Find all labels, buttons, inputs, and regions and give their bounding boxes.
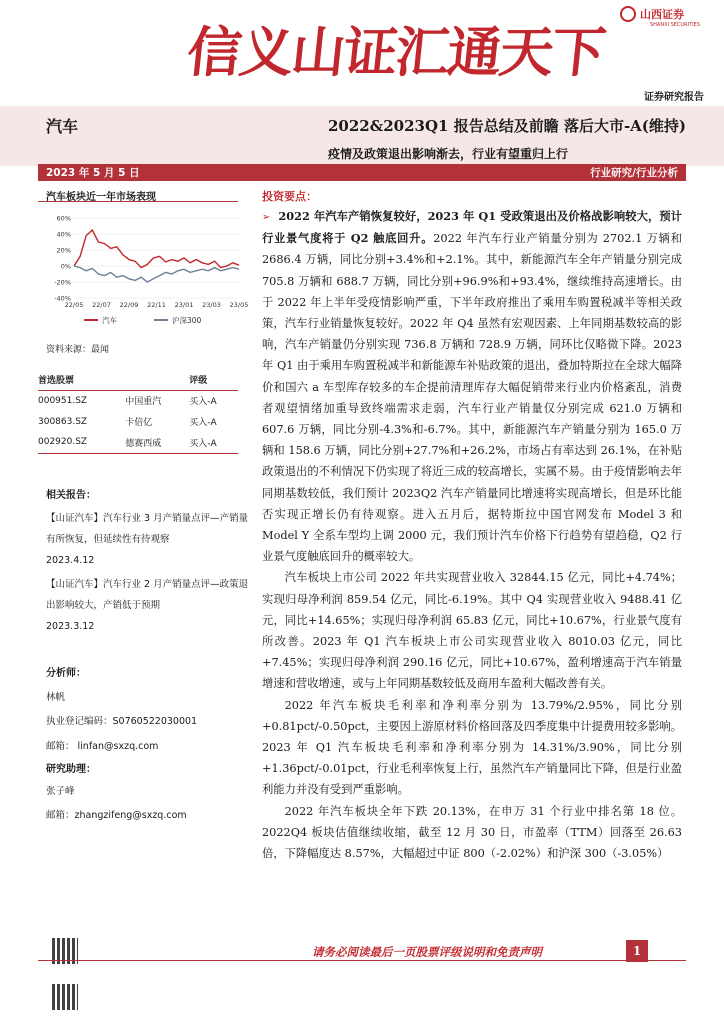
- legend-label: 汽车: [102, 316, 117, 325]
- series-line: [74, 266, 239, 282]
- disclaimer-notice: 请务必阅读最后一页股票评级说明和免责声明: [312, 945, 542, 959]
- x-tick-label: 22/05: [64, 301, 84, 309]
- related-report-1[interactable]: [46, 508, 256, 571]
- stock-name: 德赛西威: [125, 432, 189, 453]
- stock-code: 000951.SZ: [38, 395, 88, 406]
- legend-label: 沪深300: [172, 316, 202, 325]
- paragraph: 2022 年汽车板块全年下跌 20.13%，在申万 31 个行业中排名第 18 位。2022Q4 板块估值继续收缩，截至 12 月 30 日，市盈率（TTM）回落至 26.63 倍，下降幅度达 8.57%，大幅超过中证 800（-2.02%）和沪深 300（-3.05%）: [262, 804, 682, 861]
- stock-rating: 买入-A: [189, 397, 217, 408]
- analyst-cert: 执业登记编码：S0760522030001: [46, 716, 198, 727]
- main-text: [262, 206, 682, 864]
- researcher-heading: 研究助理：: [46, 764, 96, 775]
- researcher-name: 张子峰: [46, 786, 75, 797]
- divider: [38, 201, 238, 202]
- report-subtitle: 疫情及政策退出影响渐去，行业有望重归上行: [327, 147, 568, 161]
- report-category: 行业研究/行业分析: [590, 167, 678, 179]
- related-report-date: 2023.4.12: [46, 555, 95, 566]
- table-header: 评级: [189, 370, 238, 390]
- y-tick-label: 60%: [56, 214, 71, 223]
- footer-divider: [38, 960, 686, 961]
- x-tick-label: 23/03: [202, 301, 221, 309]
- preferred-stocks-table: [38, 370, 238, 454]
- stock-code: 002920.SZ: [38, 432, 125, 453]
- related-report-title[interactable]: 【山证汽车】汽车行业 2 月产销量点评—政策退出影响较大，产销低于预期: [46, 579, 249, 611]
- researcher-email[interactable]: 邮箱：zhangzifeng@sxzq.com: [46, 810, 187, 821]
- paragraph-body: 2022 年汽车行业产销量分别为 2702.1 万辆和 2686.4 万辆，同比分别+3.4%和+2.1%。其中，新能源汽车全年产销量分别完成 705.8 万辆和 688.7 万辆，同比分别+96.9%和+93.4%，继续维持高速增长。由于 2022 年上半年受疫情影响严重，下半年政府推出了乘用车购置税减半等相关政策，汽车行业销量恢复较好。2022 年 Q4 虽然有宏观因素、上年同期基数较高的影响，汽车产销量仍分别实现 736.8 万辆和 728.9 万辆，同环比仅略微下降。2023 年 Q1 由于乘用车购置税减半和新能源车补贴政策的退出，叠加特斯拉在全球大幅降价和国六 a 车型库存较多的车企提前清理库存大幅促销带来行业内价格紊乱，消费者观望情绪加重导致终端需求走弱，汽车行业产销量仅分别完成 621.0 万辆和 607.6 万辆，同比分别-4.3%和-6.7%。其中，新能源汽车产销量分别为 165.0 万辆和 158.6 万辆，同比分别+27.7%和+26.2%，市场占有率达到 26.1%，在补贴政策退出的不利情况下仍实现了将近三成的较高增长，实属不易。由于疫情影响去年同期基数较低，我们预计 2023Q2 汽车产销量同比增速将实现高增长，但是环比能否实现正增长仍有待观察。进入五月后，据特斯拉中国官网发布 Model 3 和 Model Y 全系车型均上调 2000 元，我们预计汽车价格下行趋势有望趋稳，Q2 行业景气度触底回升的概率较大。: [262, 232, 682, 564]
- x-tick-label: 22/09: [119, 301, 139, 309]
- stock-rating: 买入-A: [189, 432, 238, 453]
- logo-english: SHANXI SECURITIES: [650, 22, 700, 28]
- investment-highlights-heading: 投资要点：: [262, 190, 317, 203]
- paragraph: 汽车板块上市公司 2022 年共实现营业收入 32844.15 亿元，同比+4.74%；实现归母净利润 859.54 亿元，同比-6.19%。其中 Q4 实现营业收入 9488.41 亿元，同比+14.65%；实现归母净利润 65.83 亿元，同比+10.67%，行业景气度有所改善。2023 年 Q1 汽车板块上市公司实现营业收入 8010.03 亿元，同比+7.45%；实现归母净利润 290.16 亿元，同比+10.67%，盈利增速高于汽车销量增速和营收增速，或与上年同期基数较低及商用车盈利大幅改善有关。: [262, 571, 682, 691]
- related-reports-heading: 相关报告：: [46, 490, 96, 501]
- related-report-title[interactable]: 【山证汽车】汽车行业 3 月产销量点评—产销量有所恢复，但延续性有待观察: [46, 513, 249, 545]
- y-tick-label: -40%: [54, 294, 71, 303]
- report-date: 2023 年 5 月 5 日: [46, 167, 140, 179]
- report-type: 证券研究报告: [644, 92, 704, 103]
- y-tick-label: 40%: [56, 230, 71, 239]
- table-row: [38, 390, 238, 411]
- analyst-heading: 分析师：: [46, 668, 86, 679]
- paragraph: [262, 206, 682, 567]
- stock-code: 300863.SZ: [38, 416, 88, 427]
- y-tick-label: 20%: [56, 246, 71, 255]
- table-header: 首选股票: [38, 370, 125, 390]
- industry-label: 汽车: [46, 117, 79, 136]
- logo-icon: [620, 6, 636, 22]
- report-title: 2022&2023Q1 报告总结及前瞻 落后大市-A(维持): [327, 117, 686, 135]
- x-tick-label: 22/07: [92, 301, 111, 309]
- y-tick-label: -20%: [54, 278, 71, 287]
- chart-source: 资料来源：最闻: [46, 345, 110, 355]
- analyst-email[interactable]: 邮箱： linfan@sxzq.com: [46, 741, 159, 752]
- stock-rating: 买入-A: [189, 418, 217, 428]
- table-row: [38, 432, 238, 453]
- market-performance-chart: [44, 210, 249, 330]
- banner-slogan: 信义山证汇通天下: [184, 20, 607, 84]
- series-line: [74, 230, 239, 268]
- x-tick-label: 22/11: [147, 301, 166, 309]
- page-number: 1: [626, 940, 648, 962]
- y-tick-label: 0%: [60, 262, 71, 271]
- stock-name: 卡倍亿: [125, 418, 153, 428]
- related-report-date: 2023.3.12: [46, 621, 95, 632]
- analyst-name: 林帆: [46, 692, 66, 703]
- paragraph: 2022 年汽车板块毛利率和净利率分别为 13.79%/2.95%，同比分别+0.81pct/-0.50pct，主要因上游原材料价格回落及四季度集中计提费用较多影响。2023 年 Q1 汽车板块毛利率和净利率分别为 14.31%/3.90%，同比分别+1.36pct/-0.01pct，行业毛利率恢复上行，虽然汽车产销量同比下降，但是行业盈利能力并没有受到严重影响。: [262, 698, 682, 797]
- stock-name: 中国重汽: [125, 397, 162, 408]
- x-tick-label: 23/01: [174, 301, 194, 309]
- paragraph-lead: 2022 年汽车产销恢复较好，2023 年 Q1 受政策退出及价格战影响较大，预计行业景气度将于 Q2 触底回升。: [262, 209, 682, 246]
- table-header: [125, 370, 189, 390]
- chart-title: 汽车板块近一年市场表现: [46, 192, 156, 203]
- logo-text: 山西证券: [640, 8, 684, 21]
- table-row: [38, 411, 238, 432]
- arrow-icon: ➢: [262, 212, 271, 223]
- related-report-2[interactable]: [46, 574, 256, 637]
- company-logo: [620, 6, 684, 22]
- qr-code-icon: [52, 984, 78, 1010]
- x-tick-label: 23/05: [229, 301, 249, 309]
